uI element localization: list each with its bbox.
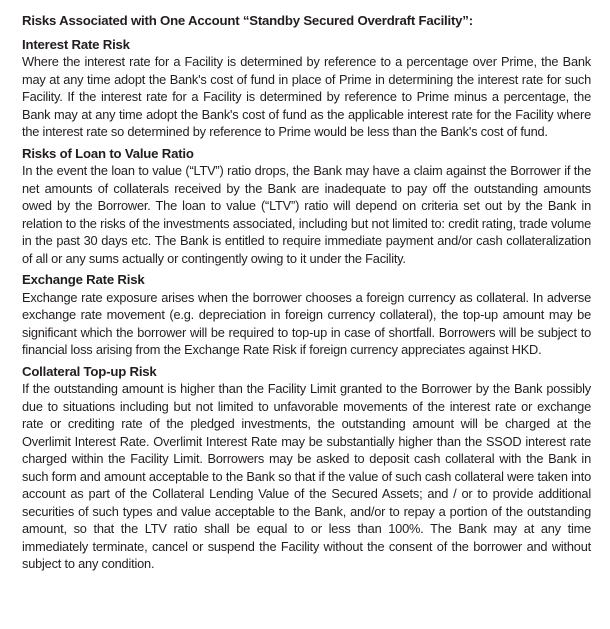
section-collateral-top-up-risk	[22, 363, 591, 573]
section-body-loan-to-value-ratio-risk: In the event the loan to value (“LTV”) ratio drops, the Bank may have a claim against the Borrower if the net amounts of collaterals received by the Bank are inadequate to pay off the outstanding amounts owed by the Borrower. The loan to value (“LTV”) ratio will depend on criteria set out by the Bank in relation to the risks of the investments associated, including but not limited to: credit rating, trade volume in the past 30 days etc. The Bank is entitled to require immediate payment and/or cash collateralization of all or any sums actually or contingently owing to it under the Facility.	[22, 163, 591, 266]
section-body-exchange-rate-risk: Exchange rate exposure arises when the borrower chooses a foreign currency as collateral. In adverse exchange rate movement (e.g. depreciation in foreign currency collateral), the top-up amount may be significant which the borrower will be required to top-up in case of shortfall. Borrowers will be subject to financial loss arising from the Exchange Rate Risk if foreign currency appreciates against HKD.	[22, 289, 591, 357]
section-heading-interest-rate-risk: Interest Rate Risk	[22, 36, 130, 52]
section-heading-exchange-rate-risk: Exchange Rate Risk	[22, 272, 145, 287]
section-loan-to-value-ratio-risk	[22, 145, 591, 268]
section-body-interest-rate-risk: Where the interest rate for a Facility is determined by reference to a percentage over Prime, the Bank may at any time adopt the Bank's cost of fund in place of Prime in determining the interest rate for such Facility. If the interest rate for a Facility is determined by reference to Prime minus a percentage, the Bank may at any time adopt the Bank's cost of fund as the applicable interest rate for the Facility where the interest rate so determined by reference to Prime would be less than the Bank's cost of fund.	[22, 54, 591, 139]
section-heading-loan-to-value-ratio-risk: Risks of Loan to Value Ratio	[22, 145, 194, 161]
document-title: Risks Associated with One Account “Standby Secured Overdraft Facility”:	[22, 13, 473, 28]
section-interest-rate-risk	[22, 36, 591, 141]
section-body-collateral-top-up-risk: If the outstanding amount is higher than the Facility Limit granted to the Borrower by the Bank possibly due to situations including but not limited to unfavorable movements of the interest rate or exchange rate or crediting rate of the pledged investments, the outstanding amount will be charged at the Overlimit Interest Rate. Overlimit Interest Rate may be substantially higher than the SSOD interest rate charged within the Facility Limit. Borrowers may be asked to deposit cash collateral with the Bank in such form and amount acceptable to the Bank so that if the value of such cash collateral were taken into account as part of the Collateral Lending Value of the Secured Assets; and / or to provide additional securities of such types and value acceptable to the Bank, and/or to repay a portion of the outstanding amount, so that the LTV ratio shall be equal to or less than 100%. The Bank may at any time immediately terminate, cancel or suspend the Facility without the consent of the borrower and without subject to any condition.	[22, 381, 591, 571]
section-exchange-rate-risk	[22, 271, 591, 359]
section-heading-collateral-top-up-risk: Collateral Top-up Risk	[22, 363, 157, 379]
